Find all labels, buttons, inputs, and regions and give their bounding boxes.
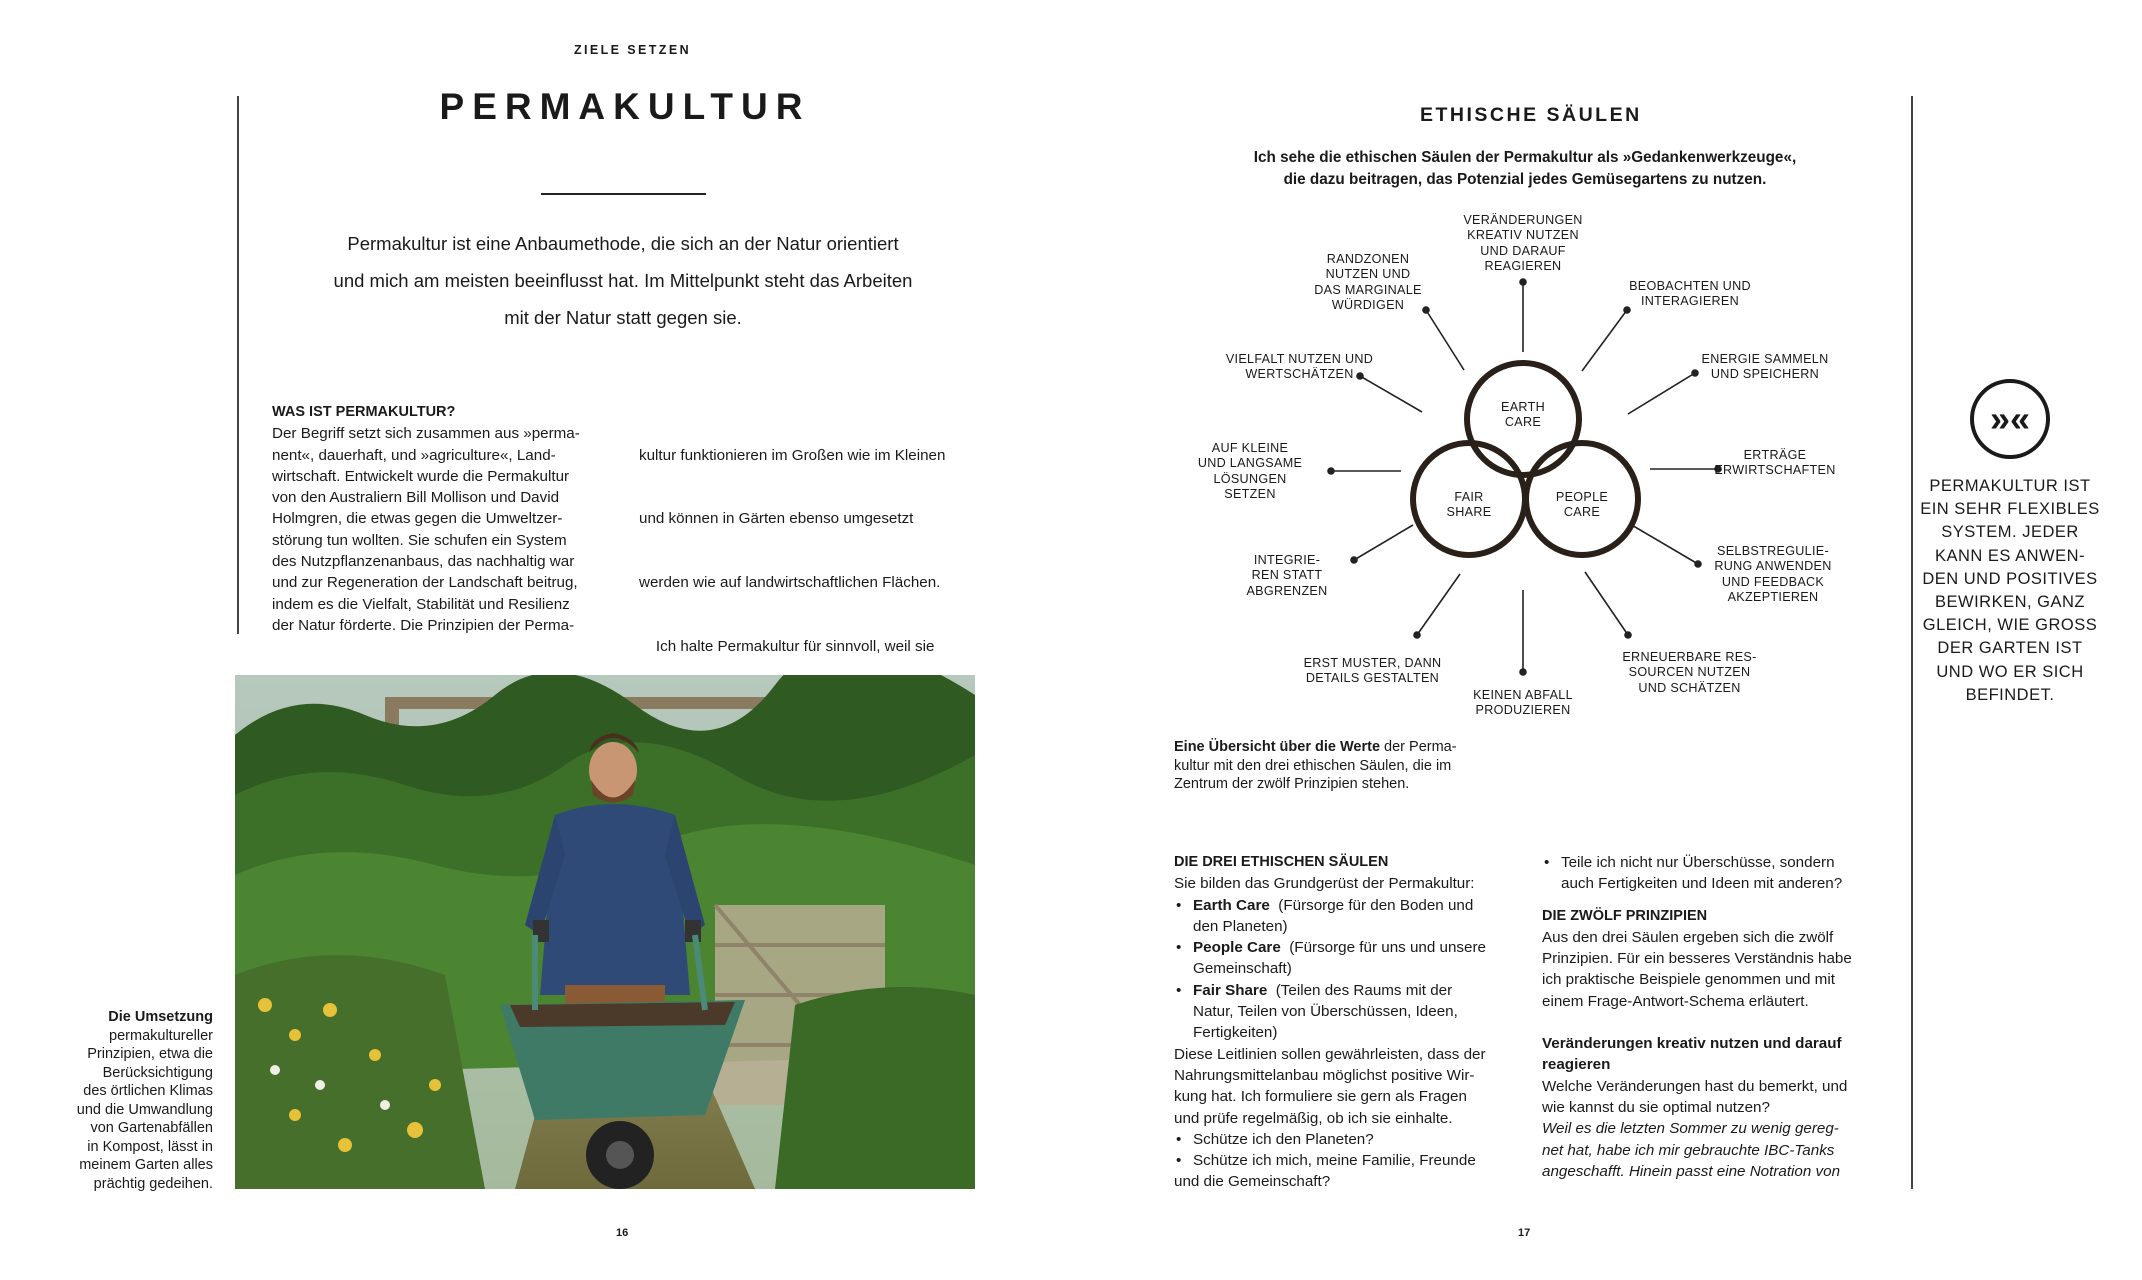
principle-label-9: INTEGRIE- REN STATT ABGRENZEN: [1246, 553, 1328, 598]
section-heading: DIE ZWÖLF PRINZIPIEN: [1542, 907, 1708, 924]
pillar-name: Fair Share: [1193, 981, 1268, 999]
body-line: nent«, dauerhaft, und »agriculture«, Land-: [272, 446, 556, 464]
ray-p5: [1630, 524, 1698, 564]
pillars-list: [1174, 895, 1529, 1044]
intro-paragraph: [270, 225, 976, 336]
pillar-name: People Care: [1193, 939, 1281, 957]
sidebar-quote: PERMAKULTUR IST EIN SEHR FLEXIBLES SYSTEM. JEDER KANN ES ANWEN- DEN UND POSITIVES BEWIRKEN, GANZ GLEICH, WIE GROSS DER GARTEN IST UND WO ER SICH BEFINDET.: [1920, 477, 2100, 704]
diagram-intro: [1200, 147, 1850, 190]
body-line: kung hat. Ich formuliere sie gern als Fragen: [1174, 1088, 1467, 1106]
body-line: und zur Regeneration der Landschaft beitrug,: [272, 574, 578, 592]
diagram-caption: [1174, 738, 1504, 794]
ray-p2: [1582, 310, 1627, 371]
principle-label-11: VIELFALT NUTZEN UND WERTSCHÄTZEN: [1225, 352, 1374, 382]
body-line: Aus den drei Säulen ergeben sich die zwölf: [1542, 928, 1834, 946]
principle-label-12: RANDZONEN NUTZEN UND DAS MARGINALE WÜRDIGEN: [1314, 252, 1422, 313]
body-line: kultur funktionieren im Großen wie im Kleinen: [639, 446, 946, 464]
quote-icon: [1970, 379, 2050, 459]
question-item: • Schütze ich den Planeten?: [1193, 1129, 1529, 1150]
body-line: Nahrungsmittelanbau möglichst positive Wir-: [1174, 1066, 1475, 1084]
question-item: • Schütze ich mich, meine Familie, Freunde: [1193, 1150, 1529, 1171]
fair-share-label: FAIR SHARE: [1446, 490, 1492, 520]
title-underline: [541, 193, 706, 195]
principle-label-3: ENERGIE SAMMELN UND SPEICHERN: [1701, 352, 1829, 382]
ray-p12: [1426, 310, 1464, 370]
caption-line: Prinzipien, etwa die: [87, 1046, 213, 1062]
ray-p9: [1354, 525, 1413, 560]
principle-label-1: VERÄNDERUNGEN KREATIV NUTZEN UND DARAUF REAGIEREN: [1463, 213, 1583, 274]
questions-list: [1174, 1129, 1529, 1172]
body-line: wirtschaft. Entwickelt wurde die Permakultur: [272, 467, 570, 485]
garden-photo: [235, 675, 975, 1189]
intro-line: und mich am meisten beeinflusst hat. Im Mittelpunkt steht das Arbeiten: [333, 270, 913, 291]
intro-line: mit der Natur statt gegen sie.: [504, 307, 742, 328]
page-number-left: 16: [616, 1227, 629, 1239]
sub-heading: Veränderungen kreativ nutzen und darauf reagieren: [1542, 1035, 1842, 1074]
body-column-4: [1542, 852, 1902, 1182]
body-line: der Natur förderte. Die Prinzipien der Perma-: [272, 616, 575, 634]
body-line: werden wie auf landwirtschaftlichen Flächen.: [639, 574, 941, 592]
body-line: Holmgren, die etwas gegen die Umweltzer-: [272, 510, 563, 528]
caption-bold: Die Umsetzung: [108, 1009, 213, 1025]
body-line: und die Gemeinschaft?: [1174, 1173, 1331, 1191]
section-heading: WAS IST PERMAKULTUR?: [272, 404, 456, 420]
section-heading: DIE DREI ETHISCHEN SÄULEN: [1174, 854, 1389, 870]
body-line: von den Australiern Bill Mollison und David: [272, 489, 560, 507]
caption-line: meinem Garten alles: [79, 1157, 213, 1173]
caption-line: des örtlichen Klimas: [83, 1083, 213, 1099]
principle-label-6: ERNEUERBARE RES- SOURCEN NUTZEN UND SCHÄTZEN: [1622, 650, 1757, 695]
page-number-right: 17: [1518, 1227, 1531, 1239]
caption-line: Zentrum der zwölf Prinzipien stehen.: [1174, 776, 1410, 792]
pillar-item: • Earth Care (Fürsorge für den Boden und den Planeten): [1193, 895, 1529, 938]
caption-line: [1174, 738, 1504, 757]
diagram-title: ETHISCHE SÄULEN: [1420, 104, 1642, 126]
body-line: störung tun wollten. Sie schufen ein System: [272, 531, 567, 549]
caption-bold: Eine Übersicht über die Werte: [1174, 739, 1381, 755]
body-line: Prinzipien. Für ein besseres Verständnis habe: [1542, 950, 1852, 968]
body-line: des Nutzpflanzenanbaus, das nachhaltig war: [272, 553, 575, 571]
principle-label-2: BEOBACHTEN UND INTERAGIEREN: [1629, 279, 1751, 309]
caption-line: Berücksichtigung: [102, 1064, 213, 1081]
caption-rest: der Perma-: [1380, 739, 1457, 755]
caption-line: prächtig gedeihen.: [93, 1175, 213, 1192]
body-line: ich praktische Beispiele genommen und mit: [1542, 971, 1835, 989]
example-text: Weil es die letzten Sommer zu wenig gereg- net hat, habe ich mir gebrauchte IBC-Tanks angeschafft. Hinein passt eine Notration von: [1542, 1120, 1841, 1180]
pillar-item: • People Care (Fürsorge für uns und unsere Gemeinschaft): [1193, 937, 1529, 980]
caption-line: von Gartenabfällen: [90, 1120, 213, 1136]
people-care-label: PEOPLE CARE: [1555, 490, 1609, 520]
body-line: indem es die Vielfalt, Stabilität und Resilienz: [272, 595, 570, 613]
body-line: Der Begriff setzt sich zusammen aus »perma-: [272, 425, 580, 443]
principle-label-8: ERST MUSTER, DANN DETAILS GESTALTEN: [1303, 656, 1442, 686]
caption-line: kultur mit den drei ethischen Säulen, die im: [1174, 757, 1452, 774]
principle-label-10: AUF KLEINE UND LANGSAME LÖSUNGEN SETZEN: [1197, 441, 1303, 502]
caption-line: in Kompost, lässt in: [87, 1138, 213, 1155]
page-title: PERMAKULTUR: [439, 86, 811, 127]
body-line: Welche Veränderungen hast du bemerkt, und: [1542, 1077, 1848, 1095]
body-line: Ich halte Permakultur für sinnvoll, weil sie: [639, 638, 935, 656]
intro-line: Permakultur ist eine Anbaumethode, die sich an der Natur orientiert: [347, 233, 899, 254]
principle-label-4: ERTRÄGE ERWIRTSCHAFTEN: [1714, 448, 1836, 478]
pillar-name: Earth Care: [1193, 896, 1270, 914]
body-line: und prüfe regelmäßig, ob ich sie einhalte.: [1174, 1109, 1453, 1127]
body-line: wie kannst du sie optimal nutzen?: [1542, 1098, 1770, 1116]
pillar-item: • Fair Share (Teilen des Raums mit der Natur, Teilen von Überschüssen, Ideen, Fertigkeiten): [1193, 980, 1529, 1044]
question-item: • Teile ich nicht nur Überschüsse, sondern auch Fertigkeiten und Ideen mit anderen?: [1561, 852, 1902, 895]
quote-marks-icon: »«: [1989, 398, 2031, 439]
principle-label-5: SELBSTREGULIE- RUNG ANWENDEN UND FEEDBACK AKZEPTIEREN: [1714, 544, 1832, 605]
left-margin-rule: [237, 96, 239, 634]
ray-p6: [1585, 572, 1628, 635]
body-line: einem Frage-Antwort-Schema erläutert.: [1542, 992, 1809, 1010]
photo-caption: [40, 1008, 213, 1193]
body-column-3: [1174, 852, 1529, 1193]
principle-label-7: KEINEN ABFALL PRODUZIEREN: [1473, 688, 1573, 718]
intro-line: Ich sehe die ethischen Säulen der Permakultur als »Gedankenwerkzeuge«,: [1253, 149, 1797, 166]
ray-p8: [1417, 574, 1460, 635]
caption-line: und die Umwandlung: [76, 1101, 213, 1118]
caption-line: permakultureller: [109, 1027, 213, 1044]
body-column-1: [272, 402, 622, 636]
body-line: Diese Leitlinien sollen gewährleisten, dass der: [1174, 1045, 1486, 1063]
earth-care-label: EARTH CARE: [1501, 400, 1545, 430]
section-kicker: ZIELE SETZEN: [574, 43, 692, 57]
body-line: Sie bilden das Grundgerüst der Permakultur:: [1174, 875, 1475, 893]
body-line: und können in Gärten ebenso umgesetzt: [639, 510, 914, 528]
questions-list-cont: [1542, 852, 1902, 895]
intro-line: die dazu beitragen, das Potenzial jedes Gemüsegartens zu nutzen.: [1283, 170, 1767, 188]
